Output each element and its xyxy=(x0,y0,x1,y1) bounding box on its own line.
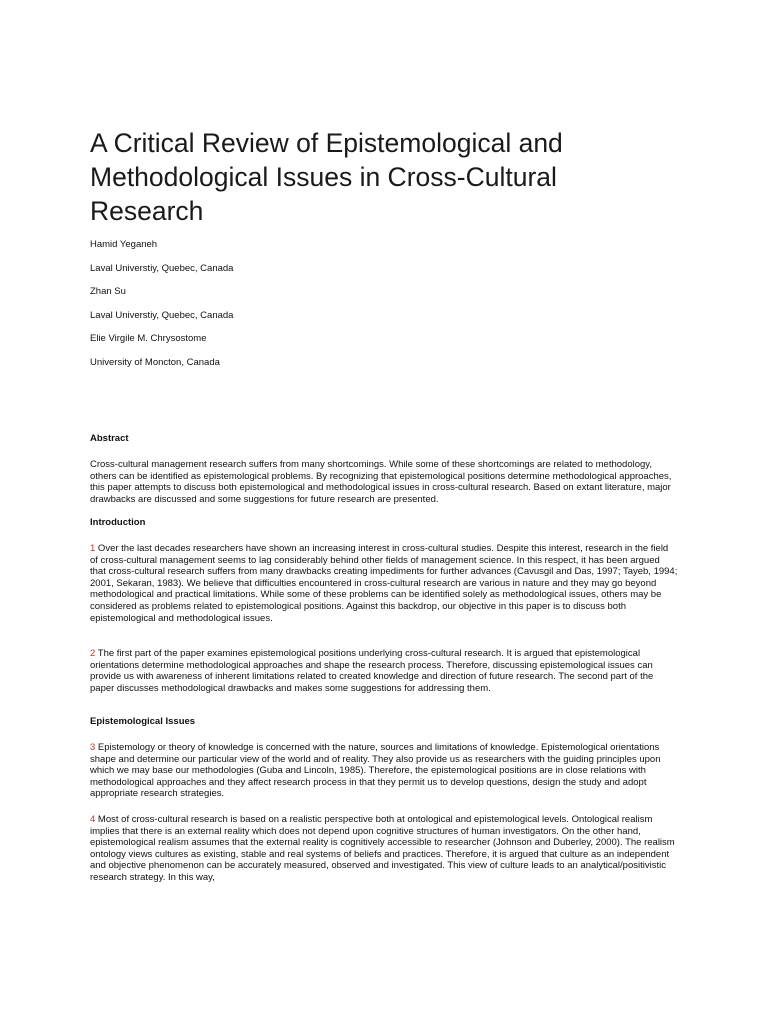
author-block xyxy=(90,239,650,380)
document-title: A Critical Review of Epistemological and Methodological Issues in Cross-Cultural Research xyxy=(90,128,563,226)
paragraph-text: The first part of the paper examines epistemological positions underlying cross-cultural research. It is argued that epistemological orientations determine methodological approaches and shape the research process. Therefore, discussing epistemological issues can provide us with awareness of inherent limitations related to created knowledge and direction of future research. The second part of the paper discusses methodological drawbacks and makes some suggestions for addressing them. xyxy=(90,648,654,694)
introduction-heading: Introduction xyxy=(90,517,146,528)
author-affiliation: Laval Universtiy, Quebec, Canada xyxy=(90,262,234,274)
author-affiliation: Laval Universtiy, Quebec, Canada xyxy=(90,309,234,321)
paragraph-text: Epistemology or theory of knowledge is concerned with the nature, sources and limitations of knowledge. Epistemological orientations shape and determine our particular view of the world and of reality. They also provide us as researchers with the guiding principles upon which we may base our methodologies (Guba and Lincoln, 1985). Therefore, the epistemological positions are in close relations with methodological approaches and they affect research process in that they permit us to develop questions, design the study and adopt appropriate research strategies. xyxy=(90,742,661,800)
paragraph-number: 4 xyxy=(90,814,96,825)
paragraph-number: 3 xyxy=(90,742,96,753)
abstract-text: Cross-cultural management research suffers from many shortcomings. While some of these shortcomings are related to methodology, others can be identified as epistemological problems. By recognizing that epistemological positions determine methodological approaches, this paper attempts to discuss both epistemological and methodological issues in cross-cultural research. Based on extant literature, major drawbacks are discussed and some suggestions for future research are presented. xyxy=(90,459,672,505)
paragraph-text: Over the last decades researchers have shown an increasing interest in cross-cultural studies. Despite this interest, research in the field of cross-cultural management seems to lag considerably behind other fields of management science. In this respect, it has been argued that cross-cultural research suffers from many drawbacks creating impediments for further advances (Cavusgil and Das, 1997; Tayeb, 1994; 2001, Sekaran, 1983). We believe that difficulties encountered in cross-cultural research are various in nature and they may go beyond methodological and practical limitations. While some of these problems can be identified solely as methodological issues, others may be considered as problems related to epistemological positions. Against this backdrop, our objective in this paper is to discuss both epistemological and methodological issues. xyxy=(90,543,678,624)
paragraph-4 xyxy=(90,814,678,884)
author-name: Zhan Su xyxy=(90,286,126,297)
epistemological-heading: Epistemological Issues xyxy=(90,716,196,727)
paragraph-1 xyxy=(90,543,678,624)
paragraph-3 xyxy=(90,742,678,800)
paragraph-number: 1 xyxy=(90,543,96,554)
paragraph-text: Most of cross-cultural research is based on a realistic perspective both at ontological and epistemological levels. Ontological realism implies that there is an external reality which does not depend upon cognitive structures of human investigators. On the other hand, epistemological realism assumes that the external reality is cognitively accessible to researcher (Johnson and Duberley, 2000). The realism ontology views cultures as existing, stable and real systems of beliefs and practices. Therefore, it is argued that culture as an independent and objective phenomenon can be accurately measured, observed and investigated. This view of culture leads to an analytical/positivistic research strategy. In this way, xyxy=(90,814,675,883)
abstract-heading: Abstract xyxy=(90,433,129,444)
author-affiliation: University of Moncton, Canada xyxy=(90,356,220,368)
paragraph-number: 2 xyxy=(90,648,96,659)
author-name: Elie Virgile M. Chrysostome xyxy=(90,333,207,344)
author-name: Hamid Yeganeh xyxy=(90,239,158,250)
paragraph-2 xyxy=(90,648,678,694)
